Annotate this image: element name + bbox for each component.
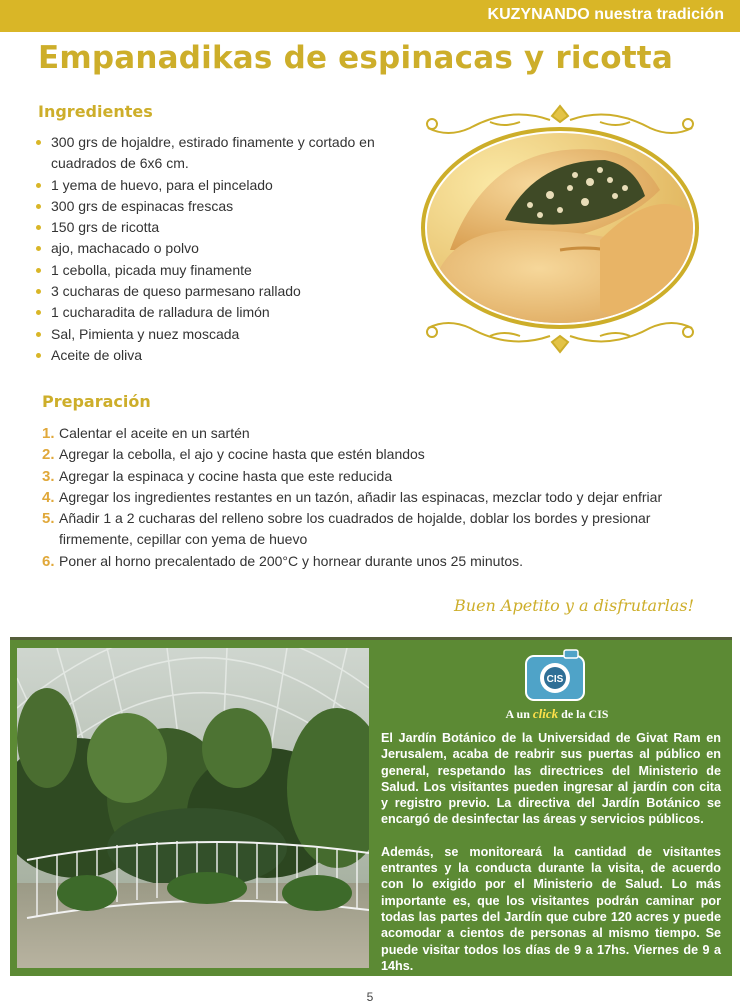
step-number: 1. [42, 425, 55, 442]
step-text: Agregar los ingredientes restantes en un tazón, añadir las espinacas, mezclar todo y dejar enfriar [59, 488, 663, 505]
greenhouse-garden-photo [17, 648, 369, 968]
ingredients-heading: Ingredientes [38, 102, 153, 121]
ingredient-item: 1 cebolla, picada muy finamente [36, 260, 396, 281]
click-caption: A un click de la CIS [505, 706, 609, 721]
bullet-icon [36, 332, 41, 337]
cis-camera-logo-icon [524, 648, 586, 702]
step-text: Poner al horno precalentado de 200°C y hornear durante unos 25 minutos. [59, 552, 524, 569]
camera-icon [524, 648, 586, 702]
step-item [42, 423, 702, 444]
ingredient-item: ajo, machacado o polvo [36, 238, 396, 259]
step-item [42, 508, 702, 551]
ingredient-item: 300 grs de hojaldre, estirado finamente y cortado en cuadrados de 6x6 cm. [36, 132, 396, 175]
ingredient-item: 1 yema de huevo, para el pincelado [36, 175, 396, 196]
article-paragraph: El Jardín Botánico de la Universidad de Givat Ram en Jerusalem, acaba de reabrir sus puertas al público en general, respetando las directrices del Ministerio de Salud. Los visitantes pueden ingresar al jardín con cita y registro previo. La directiva del Jardín Botánico se encargó de desinfectar las áreas y servicios públicos. [381, 731, 721, 827]
step-number: 5. [42, 510, 55, 528]
header-bar [0, 0, 740, 32]
bullet-icon [36, 204, 41, 209]
bullet-icon [36, 268, 41, 273]
bullet-icon [36, 140, 41, 145]
step-number: 2. [42, 446, 55, 464]
preparation-heading: Preparación [42, 392, 151, 411]
logo-text: CIS [546, 674, 564, 685]
step-number: 4. [42, 488, 55, 506]
step-number: 6. [42, 552, 55, 570]
bullet-icon [36, 289, 41, 294]
preparation-steps [42, 423, 702, 572]
ingredient-item: 300 grs de espinacas frescas [36, 196, 396, 217]
click-word: click [532, 706, 559, 721]
step-item [42, 466, 702, 487]
bullet-icon [36, 310, 41, 315]
step-text: Añadir 1 a 2 cucharas del relleno sobre los cuadrados de hojalde, doblar los bordes y presionar firmemente, cepillar con yema de huevo [59, 510, 651, 548]
ingredient-item: Aceite de oliva [36, 345, 396, 366]
article-paragraph: Además, se monitoreará la cantidad de visitantes entrantes y la conducta durante la visita, de acuerdo con lo exigido por el Ministerio de Salud. Lo más importante es, que los visitantes podrán caminar por todas las partes del Jardín que cubre 120 acres y puede acomodar a cientos de personas al mismo tiempo. Se puede visitar todos los días de 9 a 17hs. Viernes de 9 a 14hs. [381, 844, 721, 973]
step-text: Agregar la cebolla, el ajo y cocine hasta que estén blandos [59, 446, 425, 463]
greenhouse-garden-photo-icon [17, 648, 369, 968]
ingredients-list [36, 132, 396, 366]
step-text: Agregar la espinaca y cocine hasta que este reducida [59, 467, 393, 484]
news-article [381, 730, 721, 990]
page-number: 5 [366, 990, 374, 1004]
bullet-icon [36, 246, 41, 251]
step-text: Calentar el aceite en un sartén [59, 425, 250, 441]
step-number: 3. [42, 467, 55, 485]
step-item [42, 444, 702, 465]
ingredient-item: 3 cucharas de queso parmesano rallado [36, 281, 396, 302]
closing-phrase: Buen Apetito y a disfrutarlas! [454, 596, 694, 615]
empanadas-photo [410, 100, 710, 360]
step-item [42, 551, 702, 572]
magazine-section-title: KUZYNANDO nuestra tradición [487, 6, 724, 23]
ingredient-item: 150 grs de ricotta [36, 217, 396, 238]
bullet-icon [36, 183, 41, 188]
recipe-title: Empanadikas de espinacas y ricotta [38, 40, 673, 76]
bullet-icon [36, 225, 41, 230]
ingredient-item: Sal, Pimienta y nuez moscada [36, 324, 396, 345]
bullet-icon [36, 353, 41, 358]
ingredient-item: 1 cucharadita de ralladura de limón [36, 302, 396, 323]
empanadas-photo-icon [410, 100, 710, 360]
step-item [42, 487, 702, 508]
